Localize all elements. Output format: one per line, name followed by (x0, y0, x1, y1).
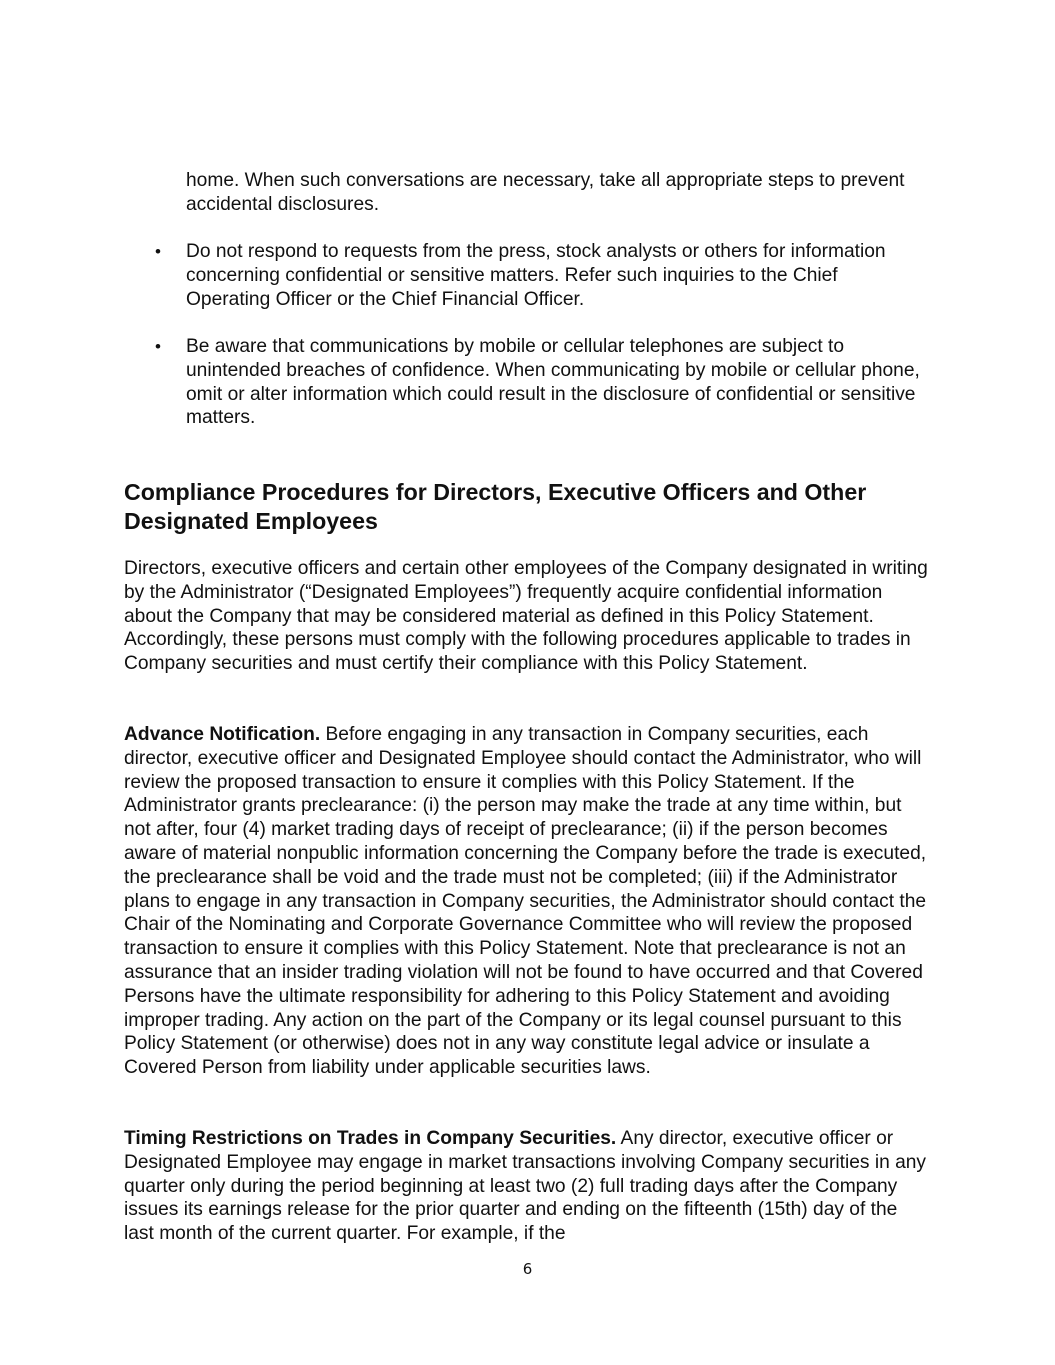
timing-restrictions-paragraph (124, 1127, 930, 1246)
bullet-marker: • (155, 242, 161, 261)
bullet-item: Be aware that communications by mobile or cellular telephones are subject to unintended breaches of confidence. When communicating by mobile or cellular phone, omit or alter information which could result in the disclosure of confidential or sensitive matters. (186, 336, 920, 429)
timing-restrictions-lead: Timing Restrictions on Trades in Company Securities. (124, 1128, 617, 1149)
advance-notification-lead: Advance Notification. (124, 724, 321, 745)
advance-notification-text: Before engaging in any transaction in Company securities, each director, executive officer and Designated Employee should contact the Administrator, who will review the proposed transaction to ensure it complies with this Policy Statement. If the Administrator grants preclearance: (i) the person may make the trade at any time within, but not after, four (4) market trading days of receipt of preclearance; (ii) if the person becomes aware of material nonpublic information concerning the Company before the trade is executed, the preclearance shall be void and the trade must not be completed; (iii) if the Administrator plans to engage in any transaction in Company securities, the Administrator should contact the Chair of the Nominating and Corporate Governance Committee who will review the proposed transaction to ensure it complies with this Policy Statement. Note that preclearance is not an assurance that an insider trading violation will not be found to have occurred and that Covered Persons have the ultimate responsibility for adhering to this Policy Statement and avoiding improper trading. Any action on the part of the Company or its legal counsel pursuant to this Policy Statement (or otherwise) does not in any way constitute legal advice or insulate a Covered Person from liability under applicable securities laws. (124, 724, 927, 1079)
timing-restrictions-text: Any director, executive officer or Designated Employee may engage in market transactions involving Company securities in any quarter only during the period beginning at least two (2) full trading days after the Company issues its earnings release for the prior quarter and ending on the fifteenth (15th) day of the last month of the current quarter. For example, if the (124, 1128, 927, 1245)
continuation-paragraph: home. When such conversations are necessary, take all appropriate steps to prevent accidental disclosures. (186, 170, 905, 215)
page-number: 6 (522, 1260, 533, 1278)
bullet-item: Do not respond to requests from the press, stock analysts or others for information concerning confidential or sensitive matters. Refer such inquiries to the Chief Operating Officer or the Chief Financial Officer. (186, 241, 886, 310)
intro-paragraph: Directors, executive officers and certain other employees of the Company designated in writing by the Administrator (“Designated Employees”) frequently acquire confidential information about the Company that may be considered material as defined in this Policy Statement. Accordingly, these persons must comply with the following procedures applicable to trades in Company securities and must certify their compliance with this Policy Statement. (124, 558, 928, 675)
advance-notification-paragraph (124, 723, 930, 1080)
section-heading: Compliance Procedures for Directors, Executive Officers and Other Designated Employees (124, 479, 867, 534)
bullet-marker: • (155, 337, 161, 356)
